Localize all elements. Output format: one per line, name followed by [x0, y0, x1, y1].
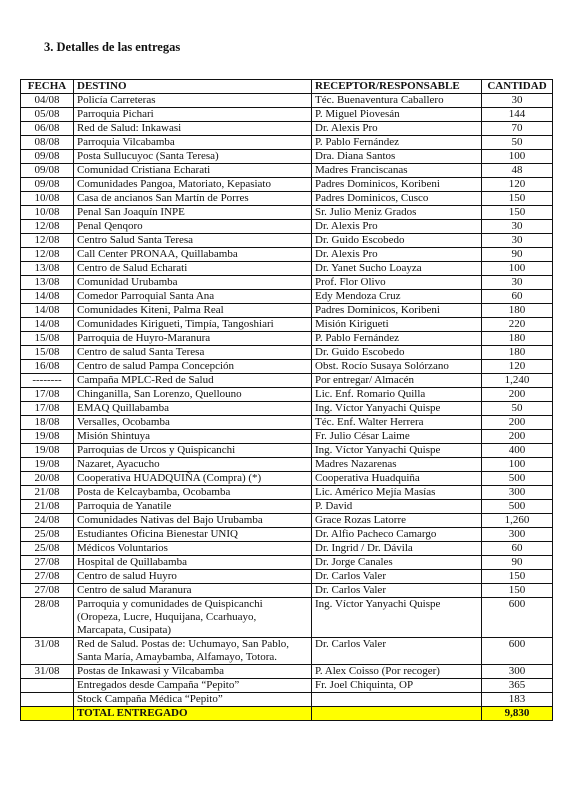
destino-cell: Nazaret, Ayacucho: [74, 458, 312, 472]
table-row: [21, 500, 553, 514]
receptor-cell: Ing. Víctor Yanyachi Quispe: [312, 402, 482, 416]
fecha-cell: 09/08: [21, 178, 74, 192]
fecha-cell: 12/08: [21, 220, 74, 234]
total-value: 9,830: [482, 707, 553, 721]
table-row: [21, 584, 553, 598]
table-row: [21, 108, 553, 122]
destino-cell: Posta de Kelcaybamba, Ocobamba: [74, 486, 312, 500]
fecha-cell: 20/08: [21, 472, 74, 486]
fecha-cell: 19/08: [21, 458, 74, 472]
cantidad-cell: 300: [482, 528, 553, 542]
receptor-cell: P. Alex Coisso (Por recoger): [312, 665, 482, 679]
cantidad-cell: 220: [482, 318, 553, 332]
table-row: [21, 638, 553, 665]
table-row: [21, 598, 553, 638]
destino-cell: Call Center PRONAA, Quillabamba: [74, 248, 312, 262]
destino-cell: Comunidades Pangoa, Matoriato, Kepasiato: [74, 178, 312, 192]
cantidad-cell: 30: [482, 234, 553, 248]
receptor-cell: Dr. Carlos Valer: [312, 584, 482, 598]
cantidad-cell: 50: [482, 402, 553, 416]
fecha-cell: 15/08: [21, 346, 74, 360]
cantidad-cell: 90: [482, 248, 553, 262]
fecha-cell: 25/08: [21, 528, 74, 542]
fecha-cell: 09/08: [21, 150, 74, 164]
cantidad-cell: 200: [482, 416, 553, 430]
destino-cell: Médicos Voluntarios: [74, 542, 312, 556]
table-row: [21, 290, 553, 304]
destino-cell: EMAQ Quillabamba: [74, 402, 312, 416]
cantidad-cell: 30: [482, 220, 553, 234]
table-row: [21, 486, 553, 500]
receptor-cell: Padres Dominicos, Koribeni: [312, 178, 482, 192]
receptor-cell: Dr. Jorge Canales: [312, 556, 482, 570]
fecha-cell: --------: [21, 374, 74, 388]
table-row: [21, 136, 553, 150]
fecha-cell: 13/08: [21, 262, 74, 276]
destino-cell: Estudiantes Oficina Bienestar UNIQ: [74, 528, 312, 542]
header-receptor: RECEPTOR/RESPONSABLE: [312, 80, 482, 94]
cantidad-cell: 365: [482, 679, 553, 693]
fecha-cell: 24/08: [21, 514, 74, 528]
cantidad-cell: 100: [482, 262, 553, 276]
receptor-cell: Dr. Guido Escobedo: [312, 234, 482, 248]
destino-cell: Comunidad Urubamba: [74, 276, 312, 290]
fecha-cell: 27/08: [21, 570, 74, 584]
receptor-cell: Obst. Rocío Susaya Solórzano: [312, 360, 482, 374]
table-row: [21, 514, 553, 528]
destino-cell: Versalles, Ocobamba: [74, 416, 312, 430]
receptor-cell: Padres Dominicos, Koribeni: [312, 304, 482, 318]
fecha-cell: 17/08: [21, 402, 74, 416]
table-row: [21, 679, 553, 693]
table-row: [21, 318, 553, 332]
fecha-cell: 14/08: [21, 304, 74, 318]
cantidad-cell: 30: [482, 94, 553, 108]
fecha-cell: 16/08: [21, 360, 74, 374]
table-row: [21, 206, 553, 220]
table-row: [21, 304, 553, 318]
cantidad-cell: 100: [482, 150, 553, 164]
table-row: [21, 262, 553, 276]
table-row: [21, 332, 553, 346]
receptor-cell: Misión Kirigueti: [312, 318, 482, 332]
cantidad-cell: 200: [482, 388, 553, 402]
table-row: [21, 192, 553, 206]
fecha-cell: 15/08: [21, 332, 74, 346]
cantidad-cell: 180: [482, 304, 553, 318]
receptor-cell: Dr. Alexis Pro: [312, 220, 482, 234]
cantidad-cell: 1,260: [482, 514, 553, 528]
total-row: [21, 707, 553, 721]
destino-cell: Misión Shintuya: [74, 430, 312, 444]
cantidad-cell: 50: [482, 136, 553, 150]
header-cantidad: CANTIDAD: [482, 80, 553, 94]
receptor-cell: Fr. Julio César Laime: [312, 430, 482, 444]
table-row: [21, 570, 553, 584]
receptor-cell: Dra. Diana Santos: [312, 150, 482, 164]
fecha-cell: 12/08: [21, 234, 74, 248]
destino-cell: Comunidades Kiteni, Palma Real: [74, 304, 312, 318]
fecha-cell: 05/08: [21, 108, 74, 122]
fecha-cell: [21, 679, 74, 693]
cantidad-cell: 150: [482, 570, 553, 584]
table-row: [21, 122, 553, 136]
destino-cell: Centro Salud Santa Teresa: [74, 234, 312, 248]
cantidad-cell: 1,240: [482, 374, 553, 388]
destino-cell: Centro de salud Huyro: [74, 570, 312, 584]
receptor-cell: Dr. Alexis Pro: [312, 248, 482, 262]
receptor-cell: Dr. Ingrid / Dr. Dávila: [312, 542, 482, 556]
cantidad-cell: 500: [482, 500, 553, 514]
destino-cell: Centro de Salud Echarati: [74, 262, 312, 276]
destino-cell: Centro de salud Maranura: [74, 584, 312, 598]
receptor-cell: Lic. Américo Mejía Masías: [312, 486, 482, 500]
table-row: [21, 528, 553, 542]
receptor-cell: P. Pablo Fernández: [312, 136, 482, 150]
fecha-cell: 27/08: [21, 556, 74, 570]
receptor-cell: Por entregar/ Almacén: [312, 374, 482, 388]
destino-cell: Entregados desde Campaña “Pepito”: [74, 679, 312, 693]
cantidad-cell: 144: [482, 108, 553, 122]
fecha-cell: 19/08: [21, 430, 74, 444]
cantidad-cell: 500: [482, 472, 553, 486]
destino-cell: Penal Qenqoro: [74, 220, 312, 234]
cantidad-cell: 150: [482, 584, 553, 598]
cantidad-cell: 48: [482, 164, 553, 178]
table-row: [21, 388, 553, 402]
table-row: [21, 150, 553, 164]
fecha-cell: 18/08: [21, 416, 74, 430]
receptor-cell: Sr. Julio Meniz Grados: [312, 206, 482, 220]
receptor-cell: Dr. Alexis Pro: [312, 122, 482, 136]
destino-cell: Penal San Joaquín INPE: [74, 206, 312, 220]
receptor-cell: Fr. Joel Chiquinta, OP: [312, 679, 482, 693]
table-row: [21, 276, 553, 290]
cantidad-cell: 180: [482, 332, 553, 346]
receptor-cell: Madres Franciscanas: [312, 164, 482, 178]
fecha-cell: 09/08: [21, 164, 74, 178]
receptor-cell: Madres Nazarenas: [312, 458, 482, 472]
fecha-cell: 10/08: [21, 206, 74, 220]
table-header-row: [21, 80, 553, 94]
fecha-cell: 10/08: [21, 192, 74, 206]
fecha-cell: 31/08: [21, 638, 74, 665]
table-row: [21, 94, 553, 108]
receptor-cell: Téc. Enf. Walter Herrera: [312, 416, 482, 430]
cantidad-cell: 183: [482, 693, 553, 707]
table-row: [21, 416, 553, 430]
destino-cell: Parroquia de Yanatile: [74, 500, 312, 514]
table-row: [21, 374, 553, 388]
total-empty-cell: [21, 707, 74, 721]
fecha-cell: 14/08: [21, 290, 74, 304]
fecha-cell: 04/08: [21, 94, 74, 108]
receptor-cell: Dr. Carlos Valer: [312, 638, 482, 665]
destino-cell: Comunidades Nativas del Bajo Urubamba: [74, 514, 312, 528]
fecha-cell: 08/08: [21, 136, 74, 150]
receptor-cell: P. Pablo Fernández: [312, 332, 482, 346]
cantidad-cell: 150: [482, 206, 553, 220]
receptor-cell: [312, 693, 482, 707]
receptor-cell: Ing. Víctor Yanyachi Quispe: [312, 444, 482, 458]
table-row: [21, 472, 553, 486]
destino-cell: Parroquias de Urcos y Quispicanchi: [74, 444, 312, 458]
cantidad-cell: 30: [482, 276, 553, 290]
table-row: [21, 164, 553, 178]
destino-cell: Centro de salud Pampa Concepción: [74, 360, 312, 374]
fecha-cell: 21/08: [21, 500, 74, 514]
deliveries-table: [20, 79, 553, 721]
receptor-cell: Cooperativa Huadquiña: [312, 472, 482, 486]
fecha-cell: 31/08: [21, 665, 74, 679]
cantidad-cell: 180: [482, 346, 553, 360]
destino-cell: Parroquia Pichari: [74, 108, 312, 122]
section-title: 3. Detalles de las entregas: [44, 40, 181, 54]
receptor-cell: P. Miguel Piovesán: [312, 108, 482, 122]
fecha-cell: 06/08: [21, 122, 74, 136]
header-destino: DESTINO: [74, 80, 312, 94]
cantidad-cell: 60: [482, 542, 553, 556]
destino-cell: Red de Salud: Inkawasi: [74, 122, 312, 136]
fecha-cell: 25/08: [21, 542, 74, 556]
cantidad-cell: 100: [482, 458, 553, 472]
table-row: [21, 178, 553, 192]
cantidad-cell: 300: [482, 486, 553, 500]
receptor-cell: Grace Rozas Latorre: [312, 514, 482, 528]
receptor-cell: Ing. Víctor Yanyachi Quispe: [312, 598, 482, 638]
destino-cell: Red de Salud. Postas de: Uchumayo, San Pablo, Santa María, Amaybamba, Alfamayo, Totora.: [74, 638, 312, 665]
cantidad-cell: 120: [482, 360, 553, 374]
table-row: [21, 542, 553, 556]
destino-cell: Policía Carreteras: [74, 94, 312, 108]
table-row: [21, 430, 553, 444]
receptor-cell: P. David: [312, 500, 482, 514]
fecha-cell: 14/08: [21, 318, 74, 332]
cantidad-cell: 90: [482, 556, 553, 570]
destino-cell: Postas de Inkawasi y Vilcabamba: [74, 665, 312, 679]
destino-cell: Cooperativa HUADQUIÑA (Compra) (*): [74, 472, 312, 486]
destino-cell: Comedor Parroquial Santa Ana: [74, 290, 312, 304]
fecha-cell: 17/08: [21, 388, 74, 402]
table-row: [21, 444, 553, 458]
table-row: [21, 665, 553, 679]
receptor-cell: Edy Mendoza Cruz: [312, 290, 482, 304]
receptor-cell: Lic. Enf. Romario Quilla: [312, 388, 482, 402]
destino-cell: Casa de ancianos San Martín de Porres: [74, 192, 312, 206]
cantidad-cell: 150: [482, 192, 553, 206]
table-row: [21, 346, 553, 360]
destino-cell: Comunidad Cristiana Echarati: [74, 164, 312, 178]
header-fecha: FECHA: [21, 80, 74, 94]
destino-cell: Parroquia y comunidades de Quispicanchi (Oropeza, Lucre, Huquijana, Ccarhuayo, Marcapata, Cusipata): [74, 598, 312, 638]
destino-cell: Posta Sullucuyoc (Santa Teresa): [74, 150, 312, 164]
cantidad-cell: 120: [482, 178, 553, 192]
destino-cell: Campaña MPLC-Red de Salud: [74, 374, 312, 388]
destino-cell: Parroquia Vilcabamba: [74, 136, 312, 150]
cantidad-cell: 600: [482, 638, 553, 665]
destino-cell: Comunidades Kirigueti, Timpía, Tangoshiari: [74, 318, 312, 332]
fecha-cell: 28/08: [21, 598, 74, 638]
destino-cell: Stock Campaña Médica “Pepito”: [74, 693, 312, 707]
cantidad-cell: 70: [482, 122, 553, 136]
table-row: [21, 248, 553, 262]
fecha-cell: 12/08: [21, 248, 74, 262]
receptor-cell: Padres Dominicos, Cusco: [312, 192, 482, 206]
fecha-cell: [21, 693, 74, 707]
receptor-cell: Téc. Buenaventura Caballero: [312, 94, 482, 108]
table-row: [21, 234, 553, 248]
receptor-cell: Dr. Alfio Pacheco Camargo: [312, 528, 482, 542]
destino-cell: Hospital de Quillabamba: [74, 556, 312, 570]
fecha-cell: 13/08: [21, 276, 74, 290]
destino-cell: Chinganilla, San Lorenzo, Quellouno: [74, 388, 312, 402]
table-row: [21, 220, 553, 234]
total-label: TOTAL ENTREGADO: [74, 707, 312, 721]
destino-cell: Centro de salud Santa Teresa: [74, 346, 312, 360]
destino-cell: Parroquia de Huyro-Maranura: [74, 332, 312, 346]
cantidad-cell: 60: [482, 290, 553, 304]
cantidad-cell: 300: [482, 665, 553, 679]
table-row: [21, 360, 553, 374]
receptor-cell: Dr. Yanet Sucho Loayza: [312, 262, 482, 276]
fecha-cell: 19/08: [21, 444, 74, 458]
cantidad-cell: 600: [482, 598, 553, 638]
receptor-cell: Prof. Flor Olivo: [312, 276, 482, 290]
total-empty-cell: [312, 707, 482, 721]
cantidad-cell: 200: [482, 430, 553, 444]
table-row: [21, 458, 553, 472]
table-row: [21, 402, 553, 416]
receptor-cell: Dr. Guido Escobedo: [312, 346, 482, 360]
cantidad-cell: 400: [482, 444, 553, 458]
table-row: [21, 693, 553, 707]
fecha-cell: 27/08: [21, 584, 74, 598]
fecha-cell: 21/08: [21, 486, 74, 500]
table-row: [21, 556, 553, 570]
receptor-cell: Dr. Carlos Valer: [312, 570, 482, 584]
